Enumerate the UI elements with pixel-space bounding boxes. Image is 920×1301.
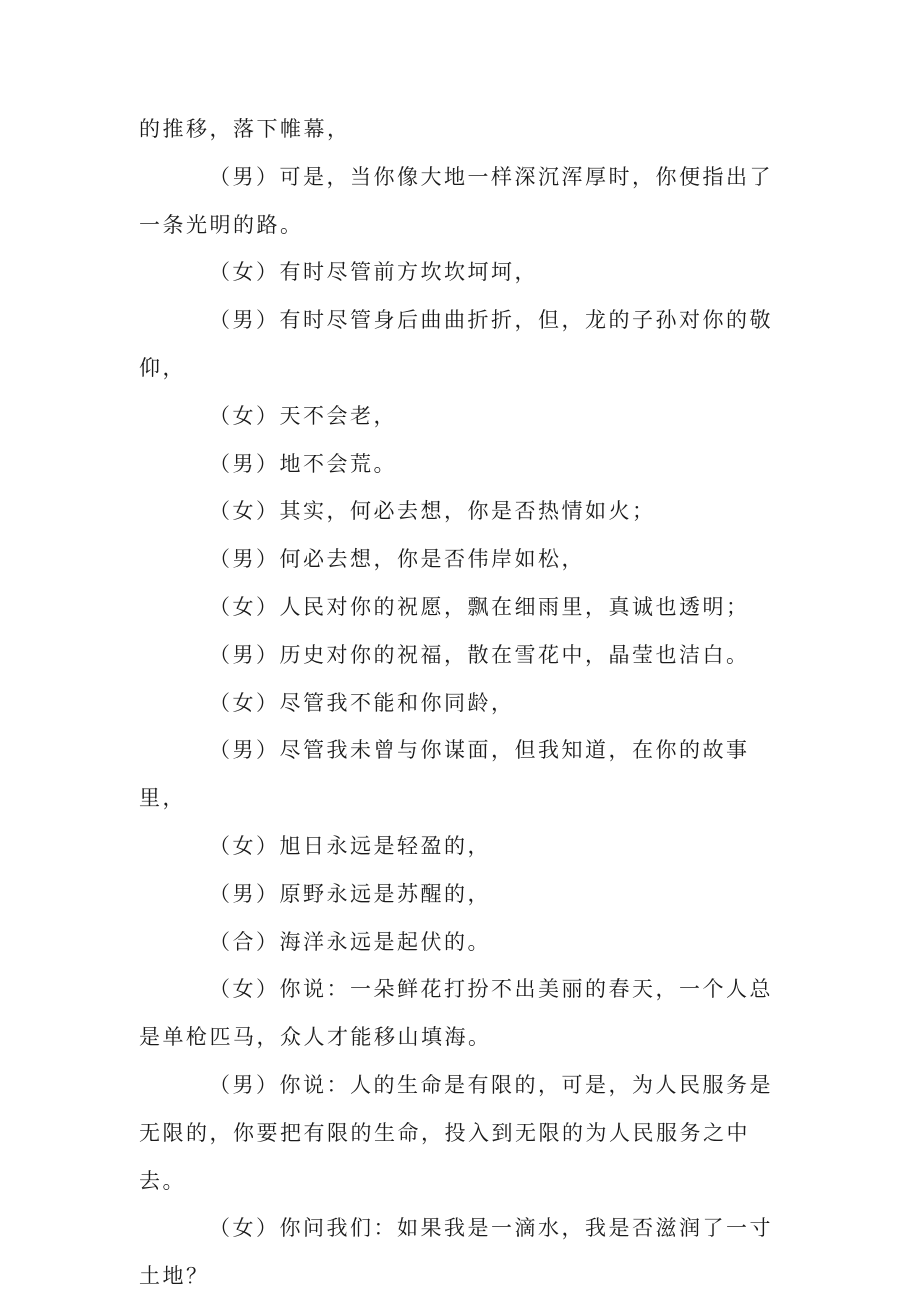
paragraph: （男）尽管我未曾与你谋面，但我知道，在你的故事里， [139, 738, 750, 811]
paragraph: （女）天不会老， [209, 403, 397, 428]
paragraph: （女）人民对你的祝愿，飘在细雨里，真诚也透明； [209, 594, 750, 619]
paragraph: （合）海洋永远是起伏的。 [209, 929, 491, 954]
paragraph: （男）历史对你的祝福，散在雪花中，晶莹也洁白。 [209, 642, 750, 667]
paragraph: （女）其实，何必去想，你是否热情如火； [209, 499, 656, 524]
paragraph: （女）旭日永远是轻盈的， [209, 833, 491, 858]
paragraph: （女）你说：一朵鲜花打扮不出美丽的春天，一个人总是单枪匹马，众人才能移山填海。 [139, 977, 773, 1050]
paragraph: （女）有时尽管前方坎坎坷坷， [209, 260, 538, 285]
paragraph: （女）你问我们：如果我是一滴水，我是否滋润了一寸土地？ [139, 1216, 773, 1289]
paragraph: （男）有时尽管身后曲曲折折，但，龙的子孙对你的敬仰， [139, 308, 773, 380]
paragraph: （男）可是，当你像大地一样深沉浑厚时，你便指出了一条光明的路。 [139, 164, 773, 237]
document-body [139, 106, 789, 1301]
paragraph: （男）你说：人的生命是有限的，可是，为人民服务是无限的，你要把有限的生命，投入到无限的为人民服务之中去。 [139, 1072, 773, 1193]
paragraph: （男）地不会荒。 [209, 451, 397, 476]
paragraph: （男）何必去想，你是否伟岸如松， [209, 547, 585, 572]
paragraph: 的推移，落下帷幕， [139, 117, 351, 141]
paragraph: （男）原野永远是苏醒的， [209, 881, 491, 906]
paragraph: （女）尽管我不能和你同龄， [209, 690, 515, 715]
